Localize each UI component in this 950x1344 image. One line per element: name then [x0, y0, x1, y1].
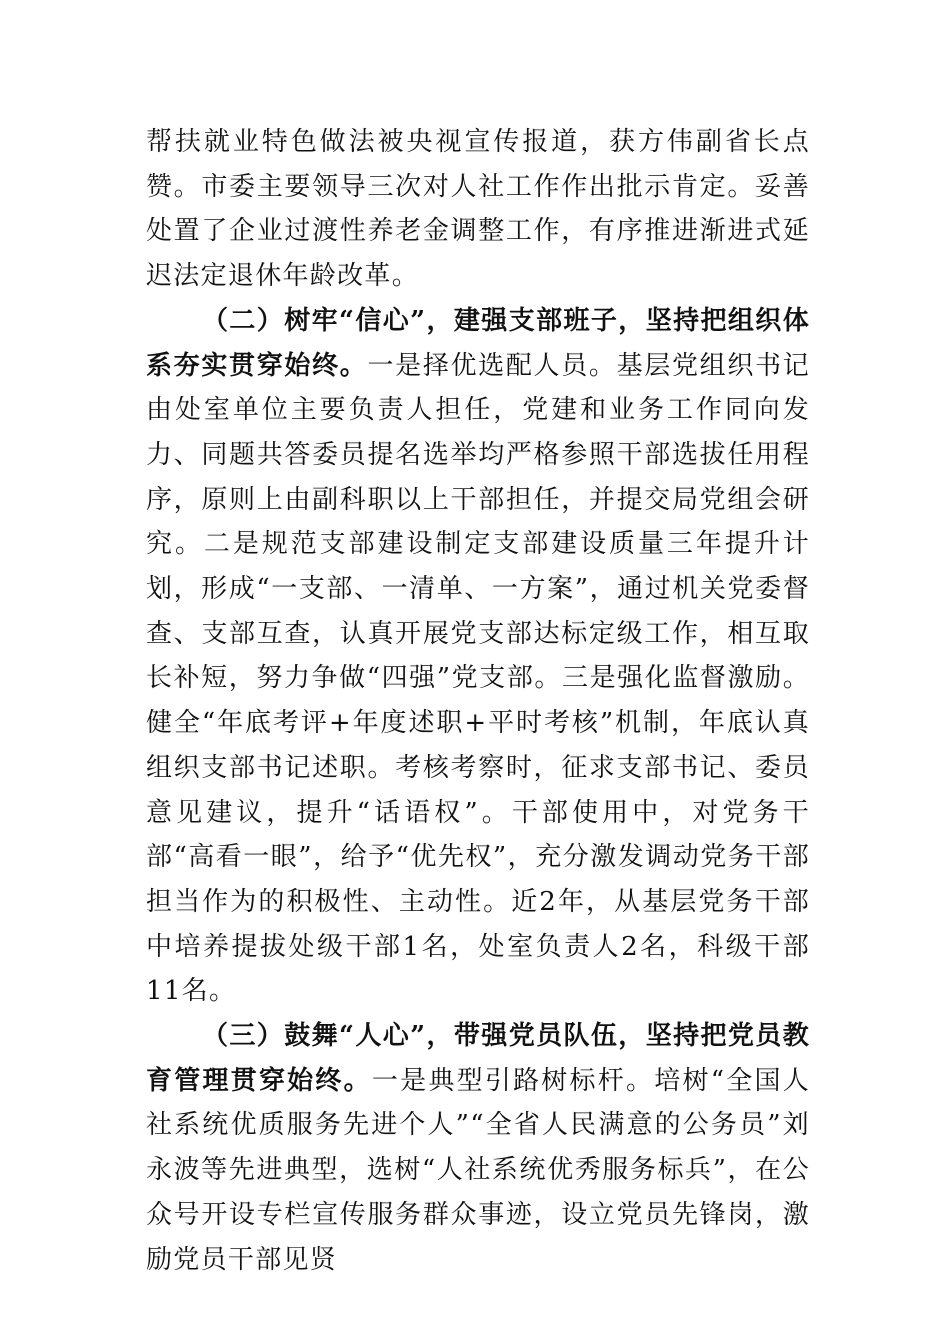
section-heading-2: （二）树牢“信心”，建强支部班子，坚持把组织体系夯实贯穿始终。	[146, 305, 810, 381]
paragraph-text: 帮扶就业特色做法被央视宣传报道，获方伟副省长点赞。市委主要领导三次对人社工作作出批示肯定。妥善处置了企业过渡性养老金调整工作，有序推进渐进式延迟法定退休年龄改革。	[146, 127, 810, 292]
paragraph-text: 一是典型引路树标杆。培树“全国人社系统优质服务先进个人”“全省人民满意的公务员”刘永波等先进典型，选树“人社系统优秀服务标兵”，在公众号开设专栏宣传服务群众事迹，设立党员先锋岗，激励党员干部见贤	[146, 1065, 811, 1275]
paragraph-section-2	[146, 299, 810, 1014]
paragraph-section-3	[146, 1014, 810, 1282]
paragraph-text: 一是择优选配人员。基层党组织书记由处室单位主要负责人担任，党建和业务工作同向发力、同题共答委员提名选举均严格参照干部选拔任用程序，原则上由副科职以上干部担任，并提交局党组会研究。二是规范支部建设制定支部建设质量三年提升计划，形成“一支部、一清单、一方案”，通过机关党委督查、支部互查，认真开展党支部达标定级工作，相互取长补短，努力争做“四强”党支部。三是强化监督激励。健全“年底考评+年度述职+平时考核”机制，年底认真组织支部书记述职。考核考察时，征求支部书记、委员意见建议，提升“话语权”。干部使用中，对党务干部“高看一眼”，给予“优先权”，充分激发调动党务干部担当作为的积极性、主动性。近2年，从基层党务干部中培养提拔处级干部1名，处室负责人2名，科级干部11名。	[146, 350, 810, 1007]
paragraph-continuation	[146, 120, 810, 299]
section-heading-3: （三）鼓舞“人心”，带强党员队伍，坚持把党员教育管理贯穿始终。	[146, 1021, 810, 1096]
document-body	[146, 120, 810, 1282]
